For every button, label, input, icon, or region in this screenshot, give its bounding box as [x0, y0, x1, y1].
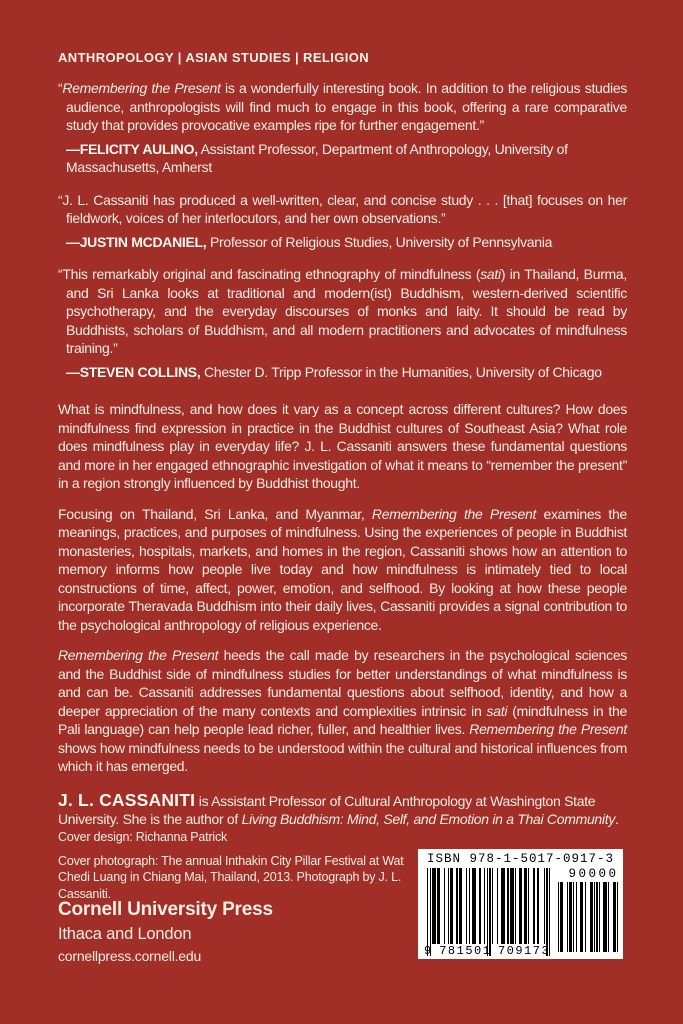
ean5-addon-barcode — [556, 868, 618, 956]
ean13-bars — [427, 868, 550, 956]
cover-credits — [58, 829, 414, 902]
isbn-barcode — [418, 849, 623, 959]
isbn-number-label: ISBN 978-1-5017-0917-3 — [426, 852, 615, 866]
cover-photo-credit: Cover photograph: The annual Inthakin City Pillar Festival at Wat Chedi Luang in Chiang Mai, Thailand, 2013. Photograph by J. L. Cassaniti. — [58, 853, 404, 901]
publisher-website: cornellpress.cornell.edu — [58, 948, 202, 964]
ean13-digit-group: 9 — [424, 944, 433, 958]
publisher-location: Ithaca and London — [58, 925, 192, 943]
description-paragraph: What is mindfulness, and how does it vary as a concept across different cultures? How does mindfulness find expression in practice in the Buddhist cultures of Southeast Asia? What role does mindfulness play in everyday life? J. L. Cassaniti answers these fundamental questions and more in her engaged ethnographic investigation of what it means to “remember the present” in a region strongly influenced by Buddhist thought. — [58, 401, 627, 491]
book-description — [58, 400, 627, 776]
blurb-quote-aulino: “Remembering the Present is a wonderfully interesting book. In addition to the religious studies audience, anthropologists will find much to engage in this book, offering a rare comparative study that provides provocative examples ripe for further engagement.” — [58, 80, 628, 133]
blurb-attribution-aulino: —FELICITY AULINO, Assistant Professor, Department of Anthropology, University of Massachusetts, Amherst — [66, 140, 568, 175]
author-bio: J. L. CASSANITI is Assistant Professor of Cultural Anthropology at Washington State University. She is the author of Living Buddhism: Mind, Self, and Emotion in a Thai Community. — [58, 789, 619, 827]
blurb-quote-mcdaniel: “J. L. Cassaniti has produced a well-written, clear, and concise study . . . [that] focuses on her fieldwork, voices of her interlocutors, and her own observations.” — [58, 191, 627, 226]
ean13-digit-group: 709173 — [497, 944, 551, 958]
blurb-attribution-mcdaniel: —JUSTIN MCDANIEL, Professor of Religious Studies, University of Pennsylvania — [66, 233, 553, 250]
ean13-barcode — [424, 868, 550, 956]
publisher-block — [58, 899, 273, 964]
description-paragraph: Remembering the Present heeds the call made by researchers in the psychological sciences and the Buddhist side of mindfulness studies for better understandings of what mindfulness is and can be. Cassaniti addresses fundamental questions about selfhood, identity, and how a deeper appreciation of the many contexts and complexities intrinsic in sati (mindfulness in the Pali language) can help people lead richer, fuller, and healthier lives. Remembering the Present shows how mindfulness needs to be understood within the cultural and historical influences from which it has emerged. — [58, 647, 628, 774]
cover-design-credit: Cover design: Richanna Patrick — [58, 830, 228, 844]
back-cover-text-column — [58, 50, 627, 829]
ean5-bars — [556, 882, 618, 952]
ean13-digit-group: 781501 — [439, 944, 492, 958]
barcode-row — [424, 868, 617, 956]
publisher-name: Cornell University Press — [58, 899, 273, 920]
description-paragraph: Focusing on Thailand, Sri Lanka, and Myanmar, Remembering the Present examines the meanings, practices, and purposes of mindfulness. Using the experiences of people in Buddhist monasteries, hospitals, markets, and homes in the region, Cassaniti shows how an attention to memory informs how people live today and how mindfulness is intimately tied to local constructions of time, affect, power, emotion, and selfhood. By looking at how these people incorporate Theravada Buddhism into their daily lives, Cassaniti provides a signal contribution to the psychological anthropology of religious experience. — [58, 505, 627, 633]
category-line: ANTHROPOLOGY | ASIAN STUDIES | RELIGION — [58, 50, 370, 65]
blurb-quote-collins: “This remarkably original and fascinating ethnography of mindfulness (sati) in Thailand, Burma, and Sri Lanka looks at traditional and modern(ist) Buddhism, western-derived scientific psychotherapy, and the everyday discourses of monks and laity. It should be read by Buddhists, scholars of Buddhism, and all modern practitioners and advocates of mindfulness training.” — [58, 266, 627, 356]
blurb-attribution-collins: —STEVEN COLLINS, Chester D. Tripp Professor in the Humanities, University of Chicago — [66, 363, 602, 380]
price-code-label: 90000 — [568, 867, 619, 881]
ean13-digits — [424, 945, 550, 957]
